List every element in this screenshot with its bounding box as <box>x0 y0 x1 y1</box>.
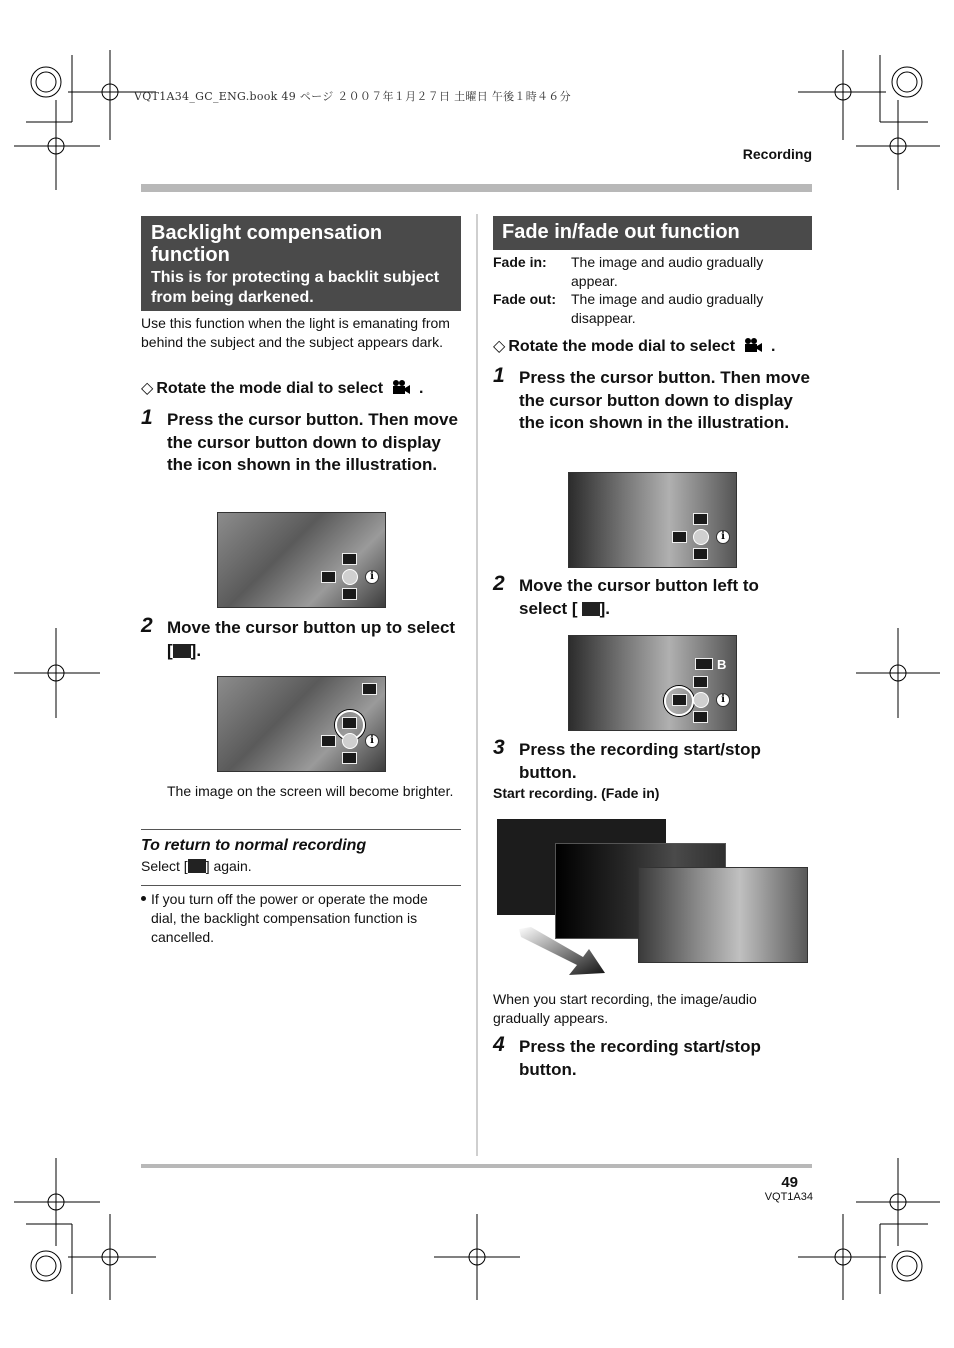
left-step-2-after: ]. <box>190 640 202 660</box>
selection-ring <box>664 686 694 716</box>
backlight-icon <box>342 553 357 565</box>
right-rotate-text: Rotate the mode dial to select <box>508 338 736 355</box>
backlight-subtitle: This is for protecting a backlit subject from being darkened. <box>151 269 440 306</box>
backlight-banner <box>141 216 461 311</box>
backlight-compensation-icon <box>173 644 191 658</box>
return-text <box>141 857 252 876</box>
backlight-active-icon <box>362 683 377 695</box>
diamond-icon: ◇ <box>141 380 154 397</box>
cursor-down-icon <box>693 548 708 560</box>
fade-def-2-desc: The image and audio gradually disappear. <box>571 291 764 326</box>
right-step-2 <box>493 572 811 620</box>
fade-active-badge: B <box>717 657 727 672</box>
right-step-1 <box>493 364 811 435</box>
backlight-icon <box>693 676 708 688</box>
backlight-screen-2 <box>217 676 386 772</box>
left-rotate-instruction: ◇ Rotate the mode dial to select . <box>141 380 424 397</box>
left-step-1-text: Press the cursor button. Then move the cursor button down to display the icon shown in the illustration. <box>167 410 458 474</box>
return-heading: To return to normal recording <box>141 837 367 854</box>
left-step-1-number: 1 <box>141 406 153 429</box>
info-icon: i <box>365 734 379 748</box>
fade-progress-arrow <box>517 927 609 977</box>
left-rule-1 <box>141 829 461 830</box>
left-step-2 <box>141 614 462 662</box>
left-rotate-text: Rotate the mode dial to select <box>156 380 384 397</box>
right-step-2-after: ]. <box>599 598 610 618</box>
diamond-icon: ◇ <box>493 338 506 355</box>
cursor-center-icon <box>342 733 358 749</box>
right-step-2-number: 2 <box>493 572 505 595</box>
right-rotate-instruction: ◇ Rotate the mode dial to select . <box>493 338 776 355</box>
screen-brighter-note: The image on the screen will become brighter. <box>167 783 454 799</box>
cursor-down-icon <box>342 752 357 764</box>
cursor-down-icon <box>342 588 357 600</box>
bullet-dot <box>141 896 146 901</box>
return-before: Select [ <box>141 858 188 874</box>
right-step-3-text: Press the recording start/stop button. <box>519 740 761 782</box>
backlight-intro: Use this function when the light is emanating from behind the subject and the subject appears dark. <box>141 315 450 350</box>
fade-screen-1 <box>568 472 737 568</box>
right-step-4-text: Press the recording start/stop button. <box>519 1037 761 1079</box>
left-rule-2 <box>141 885 461 886</box>
fade-icon <box>321 735 336 747</box>
column-divider <box>476 214 478 1156</box>
right-step-3-number: 3 <box>493 736 505 759</box>
left-step-2-before: Move the cursor button up to select [ <box>167 618 456 660</box>
fade-title: Fade in/fade out function <box>502 221 740 243</box>
backlight-icon <box>693 513 708 525</box>
movie-camera-icon <box>391 380 411 394</box>
fade-frame-full <box>638 867 808 963</box>
fade-in-illustration <box>497 819 809 977</box>
fade-banner <box>493 216 812 250</box>
backlight-screen-1 <box>217 512 386 608</box>
cursor-center-icon <box>693 692 709 708</box>
right-step-4-number: 4 <box>493 1033 505 1056</box>
print-info: VQT1A34_GC_ENG.book 49 ページ ２００７年１月２７日 土曜日 午後１時４６分 <box>134 90 571 103</box>
fade-icon <box>672 531 687 543</box>
return-after: ] again. <box>205 858 252 874</box>
cursor-down-icon <box>693 711 708 723</box>
bottom-rule <box>141 1164 812 1168</box>
right-step-1-number: 1 <box>493 364 505 387</box>
backlight-compensation-icon <box>188 859 206 873</box>
power-off-note <box>151 890 456 947</box>
right-step-1-text: Press the cursor button. Then move the cursor button down to display the icon shown in the illustration. <box>519 368 810 432</box>
fade-def-1-desc: The image and audio gradually appear. <box>571 254 764 289</box>
right-step-2-before: Move the cursor button left to select [ <box>519 576 759 618</box>
movie-camera-icon <box>743 338 763 352</box>
info-icon: i <box>716 693 730 707</box>
fade-icon <box>321 571 336 583</box>
section-label: Recording <box>742 146 812 162</box>
start-recording-caption: Start recording. (Fade in) <box>493 785 660 801</box>
info-icon: i <box>365 570 379 584</box>
fade-active-icon <box>695 658 713 670</box>
right-step-3 <box>493 736 811 784</box>
fade-in-note: When you start recording, the image/audio gradually appears. <box>493 991 757 1026</box>
cursor-center-icon <box>693 529 709 545</box>
fade-def-2-term: Fade out: <box>493 291 556 307</box>
model-code: VQT1A34 <box>764 1191 813 1203</box>
fade-icon <box>582 602 600 616</box>
left-step-2-number: 2 <box>141 614 153 637</box>
left-step-1 <box>141 406 462 477</box>
top-rule <box>141 184 812 192</box>
cursor-center-icon <box>342 569 358 585</box>
backlight-title: Backlight compensation function <box>151 222 383 266</box>
page-number: 49 <box>781 1174 798 1191</box>
info-icon: i <box>716 530 730 544</box>
power-off-note-text: If you turn off the power or operate the mode dial, the backlight compensation function is cancelled. <box>151 891 428 945</box>
right-step-4 <box>493 1033 811 1081</box>
fade-def-1-term: Fade in: <box>493 254 547 270</box>
fade-screen-2 <box>568 635 737 731</box>
